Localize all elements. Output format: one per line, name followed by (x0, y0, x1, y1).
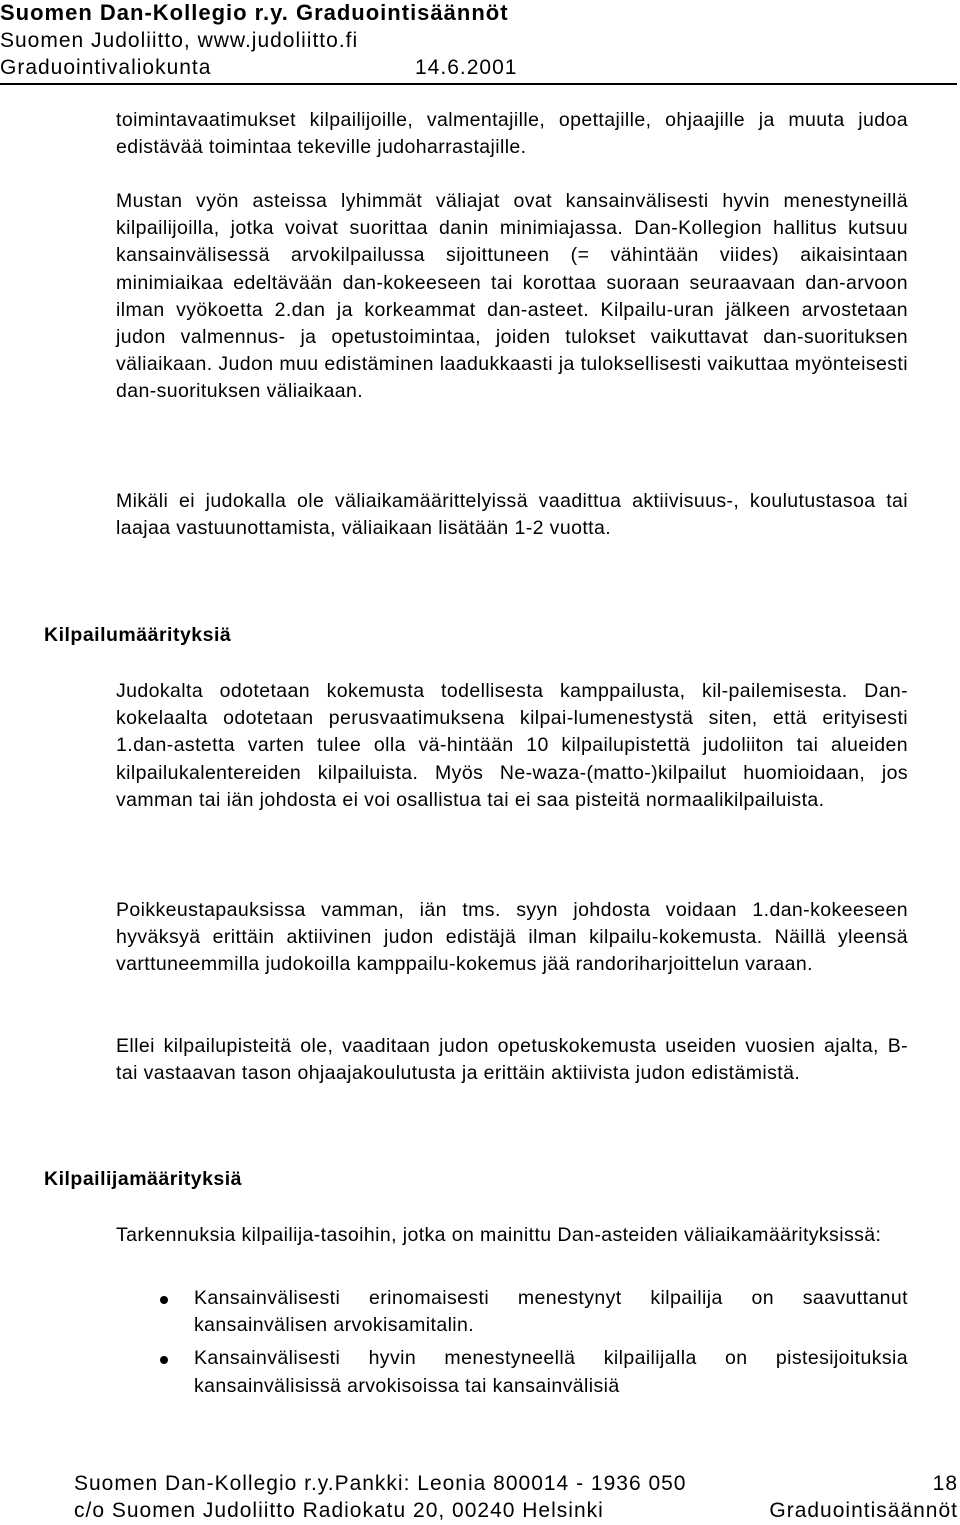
paragraph-4: Judokalta odotetaan kokemusta todellisesta kamppailusta, kil-pailemisesta. Dan-kokelaalta odotetaan perusvaatimuksena kilpai-lumenestystä siten, että erityisesti 1.dan-astetta varten tulee olla vä-hintään 10 kilpailupistettä judoliiton tai alueiden kilpailukalentereiden kilpailuista. Myös Ne-waza-(matto-)kilpailut huomioidaan, jos vamman tai iän johdosta ei voi osallistua tai ei saa pisteitä normaalikilpailuista. (116, 680, 908, 811)
header-title: Suomen Dan-Kollegio r.y. Graduointisäännöt (0, 0, 509, 25)
list-item (116, 1285, 908, 1339)
paragraph-5: Poikkeustapauksissa vamman, iän tms. syyn johdosta voidaan 1.dan-kokeeseen hyväksyä erittäin aktiivinen judon edistäjä ilman kilpailu-kokemusta. Näillä yleensä varttuneemmilla judokoilla kamppailu-kokemus jää randoriharjoittelun varaan. (116, 899, 908, 976)
paragraph-7: Tarkennuksia kilpailija-tasoihin, jotka on mainittu Dan-asteiden väliaikamäärityksissä: (116, 1224, 882, 1246)
section-heading-competitor: Kilpailijamäärityksiä (44, 1168, 243, 1190)
footer-doc-title: Graduointisäännöt (769, 1499, 958, 1522)
bullet-icon (160, 1296, 168, 1304)
bullet-icon (160, 1356, 168, 1364)
section-heading-competition: Kilpailumäärityksiä (44, 624, 232, 646)
footer-address: c/o Suomen Judoliitto Radiokatu 20, 00240 Helsinki (74, 1499, 604, 1522)
paragraph-3: Mikäli ei judokalla ole väliaikamäärittelyissä vaadittua aktiivisuus-, koulutustasoa tai laajaa vastuunottamista, väliaikaan lisätään 1-2 vuotta. (116, 490, 908, 540)
header-committee-line (0, 56, 518, 80)
paragraph-6: Ellei kilpailupisteitä ole, vaaditaan judon opetuskokemusta useiden vuosien ajalta, B- tai vastaavan tason ohjaajakoulutusta ja erittäin aktiivista judon edistämistä. (116, 1035, 908, 1085)
page-number: 18 (932, 1472, 958, 1495)
header-committee: Graduointivaliokunta (0, 56, 212, 79)
header-rule (0, 83, 957, 85)
footer-bank-info: Suomen Dan-Kollegio r.y.Pankki: Leonia 800014 - 1936 050 (74, 1472, 687, 1495)
list-item-text: Kansainvälisesti erinomaisesti menestynyt kilpailija on saavuttanut kansainvälisen arvokisamitalin. (194, 1287, 908, 1337)
paragraph-1: toimintavaatimukset kilpailijoille, valmentajille, opettajille, ohjaajille ja muuta judoa edistävää toimintaa tekeville judoharrastajille. (116, 109, 908, 159)
list-item-text: Kansainvälisesti hyvin menestyneellä kilpailijalla on pistesijoituksia kansainvälisissä arvokisoissa tai kansainvälisiä (194, 1347, 908, 1397)
header-date: 14.6.2001 (415, 56, 518, 79)
list-item (116, 1345, 908, 1399)
header-organization: Suomen Judoliitto, www.judoliitto.fi (0, 29, 359, 52)
bullet-list (116, 1285, 908, 1400)
paragraph-2: Mustan vyön asteissa lyhimmät väliajat ovat kansainvälisesti hyvin menestyneillä kilpailijoilla, jotka voivat suorittaa danin minimiajassa. Dan-Kollegion hallitus kutsuu kansainvälisessä arvokilpailussa sijoittuneen (= vähintään viides) aikaisintaan minimiaikaa edeltävään dan-kokeeseen tai korottaa suoraan seuraavaan dan-arvoon ilman vyökoetta 2.dan ja korkeammat dan-asteet. Kilpailu-uran jälkeen arvostetaan judon valmennus- ja opetustoimintaa, joiden tulokset vaikuttavat dan-suorituksen väliaikaan. Judon muu edistäminen laadukkaasti ja tuloksellisesti vaikuttaa myönteisesti dan-suorituksen väliaikaan. (116, 190, 908, 403)
